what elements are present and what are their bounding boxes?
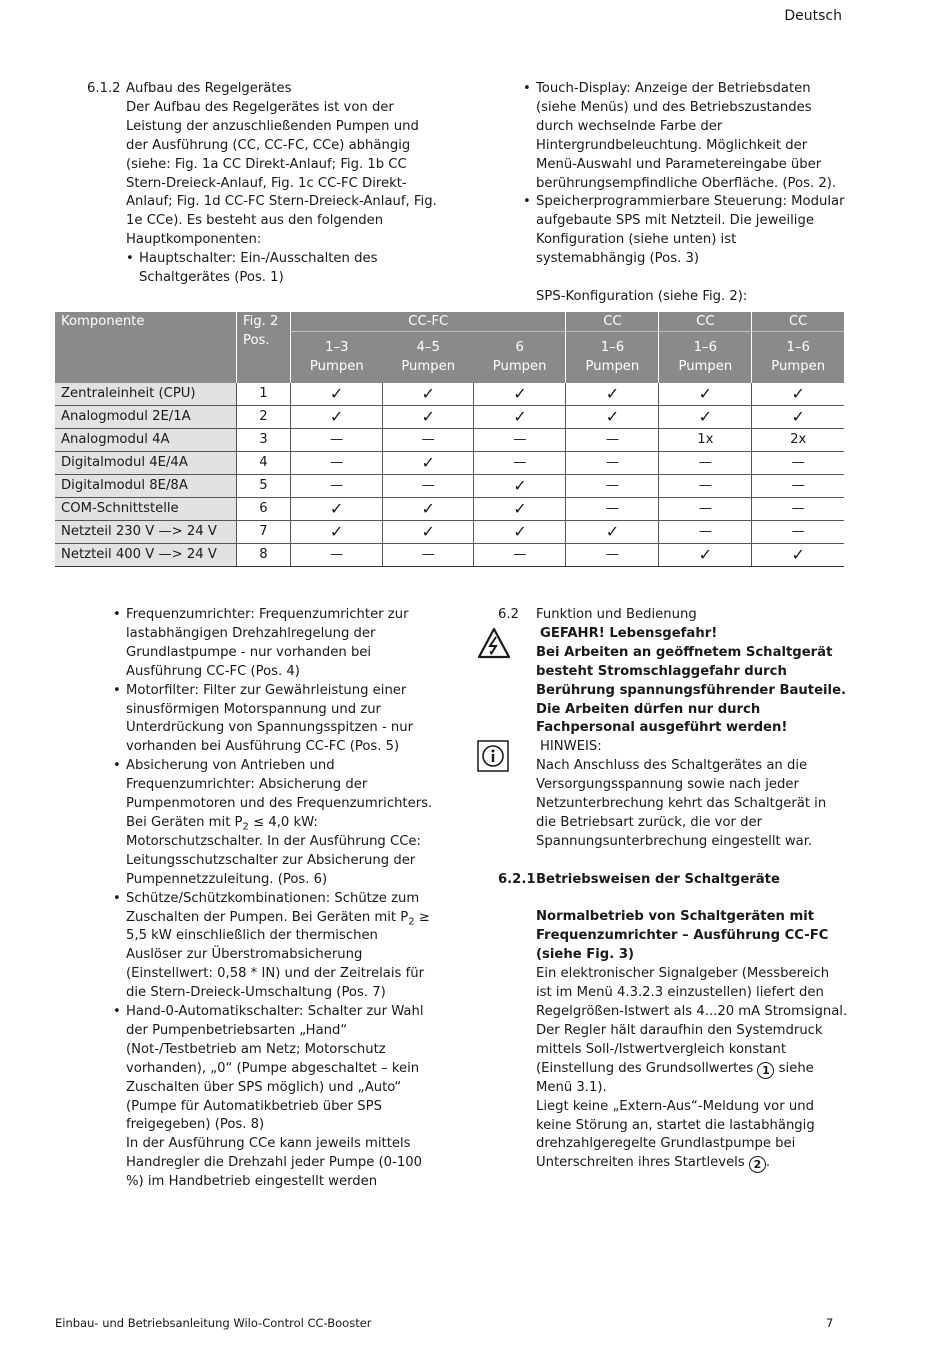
table-row (55, 429, 844, 452)
language-label: Deutsch (784, 8, 842, 24)
table-cell: — (383, 544, 474, 567)
table-sub-header: 4–5 Pumpen (383, 332, 474, 384)
table-cell: — (566, 475, 659, 498)
section-title: Betriebsweisen der Schaltgeräte (536, 871, 780, 887)
table-cell: ✓ (383, 452, 474, 475)
table-row (55, 521, 844, 544)
warning-text: Bei Arbeiten an geöffnetem Schaltgerät besteht Stromschlaggefahr durch Berührung spannungsführender Bauteile. (536, 644, 847, 698)
table-cell: ✓ (752, 406, 844, 429)
bottom-left-column (113, 606, 435, 1192)
table-cell: — (566, 429, 659, 452)
marker-2: 2 (749, 1156, 766, 1173)
table-cell: ✓ (566, 406, 659, 429)
table-cell: — (566, 498, 659, 521)
table-sub-header: 1–6 Pumpen (566, 332, 659, 384)
table-cell: — (659, 475, 752, 498)
section-number: 6.2.1 (498, 871, 536, 887)
table-cell: — (659, 498, 752, 521)
table-cell: — (291, 475, 383, 498)
footer-title: Einbau- und Betriebsanleitung Wilo-Control CC-Booster (55, 1316, 372, 1330)
top-right-column (523, 80, 846, 307)
bullet-sps: • Speicherprogrammierbare Steuerung: Modular aufgebaute SPS mit Netzteil. Die jeweilige Konfiguration (siehe unten) ist systemabhängig (Pos. 3) (523, 193, 846, 269)
component-pos: 6 (237, 498, 291, 521)
table-cell: ✓ (383, 406, 474, 429)
table-row (55, 452, 844, 475)
table-row (55, 475, 844, 498)
table-header-component: Komponente (55, 312, 237, 383)
table-cell: — (752, 521, 844, 544)
component-name: Digitalmodul 8E/8A (55, 475, 237, 498)
table-sub-header: 1–6 Pumpen (752, 332, 844, 384)
table-header-pos: Fig. 2 Pos. (237, 312, 291, 383)
bullet-contactors: • Schütze/Schützkombinationen: Schütze zum Zuschalten der Pumpen. Bei Geräten mit $P_2 \ge 5,5$ kW einschließlich der thermischen Auslöser zur Überstromabsicherung (Einstellwert: 0,58 * IN) und der Zeitrelais für die Stern-Dreieck-Umschaltung (Pos. 7) (113, 890, 435, 1003)
table-cell: — (566, 544, 659, 567)
table-cell: — (291, 544, 383, 567)
bullet-touch-display: • Touch-Display: Anzeige der Betriebsdaten (siehe Menüs) und des Betriebszustandes durch wechselnde Farbe der Hintergrundbeleuchtung. Möglichkeit der Menü-Auswahl und Parametereingabe über berührungsempfindliche Oberfläche. (Pos. 2). (523, 80, 846, 193)
table-sub-header: 6 Pumpen (474, 332, 566, 384)
table-group-ccfc: CC-FC (291, 312, 566, 332)
table-cell: ✓ (291, 406, 383, 429)
component-pos: 4 (237, 452, 291, 475)
paragraph-start: Liegt keine „Extern-Aus“-Meldung vor und keine Störung an, startet die lastabhängig drehzahlgeregelte Grundlastpumpe bei Unterschreiten ihres Startlevels 2 . (536, 1098, 815, 1172)
table-cell: — (752, 475, 844, 498)
marker-1: 1 (757, 1062, 774, 1079)
bottom-right-column (498, 606, 848, 1173)
cce-note: In der Ausführung CCe kann jeweils mittels Handregler die Drehzahl jeder Pumpe (0-100 %) im Handbetrieb eingestellt werden (126, 1136, 422, 1190)
table-sub-header: 1–6 Pumpen (659, 332, 752, 384)
component-pos: 2 (237, 406, 291, 429)
table-cell: ✓ (474, 406, 566, 429)
bullet-frequency-converter: • Frequenzumrichter: Frequenzumrichter zur lastabhängigen Drehzahlregelung der Grundlastpumpe - nur vorhanden bei Ausführung CC-FC (Pos. 4) (113, 606, 435, 682)
table-sub-header: 1–3 Pumpen (291, 332, 383, 384)
table-cell: 2x (752, 429, 844, 452)
table-cell: ✓ (291, 383, 383, 406)
table-cell: ✓ (659, 406, 752, 429)
section-body: Der Aufbau des Regelgerätes ist von der Leistung der anzuschließenden Pumpen und der Ausführung (CC, CC-FC, CCe) abhängig (siehe: Fig. 1a CC Direkt-Anlauf; Fig. 1b CC Stern-Dreieck-Anlauf, Fig. 1c CC-FC Direkt-Anlauf; Fig. 1d CC-FC Stern-Dreieck-Anlauf, Fig. 1e CCe). Es besteht aus den folgenden Hauptkomponenten: (126, 99, 437, 248)
table-row (55, 383, 844, 406)
bullet-hand-auto-switch: • Hand-0-Automatikschalter: Schalter zur Wahl der Pumpenbetriebsarten „Hand“ (Not-/Testbetrieb am Netz; Motorschutz vorhanden), „0“ (Pumpe abgeschaltet – kein Zuschalten über SPS möglich) und „Auto“ (Pumpe für Automatikbetrieb über SPS freigegeben) (Pos. 8) (113, 1003, 435, 1135)
table-cell: ✓ (659, 383, 752, 406)
table-cell: — (291, 452, 383, 475)
table-cell: — (752, 452, 844, 475)
table-cell: ✓ (474, 521, 566, 544)
table-cell: ✓ (291, 521, 383, 544)
table-row (55, 406, 844, 429)
table-cell: 1x (659, 429, 752, 452)
table-group-cc-2: CC (659, 312, 752, 332)
table-cell: ✓ (383, 383, 474, 406)
table-cell: ✓ (474, 383, 566, 406)
warning-title: GEFAHR! Lebensgefahr! (540, 625, 718, 641)
table-cell: — (566, 452, 659, 475)
table-cell: — (659, 452, 752, 475)
component-name: Netzteil 230 V —> 24 V (55, 521, 237, 544)
section-title: Funktion und Bedienung (536, 607, 697, 622)
sps-config-label: SPS-Konfiguration (siehe Fig. 2): (536, 288, 748, 304)
section-number: 6.1.2 (87, 81, 121, 96)
component-pos: 3 (237, 429, 291, 452)
table-cell: ✓ (291, 498, 383, 521)
page-number: 7 (826, 1316, 834, 1330)
table-cell: ✓ (566, 383, 659, 406)
table-row (55, 498, 844, 521)
bullet-main-switch: • Hauptschalter: Ein-/Ausschalten des Schaltgerätes (Pos. 1) (126, 250, 437, 288)
table-cell: — (659, 521, 752, 544)
component-name: COM-Schnittstelle (55, 498, 237, 521)
component-name: Digitalmodul 4E/4A (55, 452, 237, 475)
table-group-cc-1: CC (566, 312, 659, 332)
component-name: Netzteil 400 V —> 24 V (55, 544, 237, 567)
sps-configuration-table (55, 312, 844, 567)
component-name: Analogmodul 4A (55, 429, 237, 452)
table-cell: — (474, 452, 566, 475)
component-pos: 1 (237, 383, 291, 406)
note-text: Nach Anschluss des Schaltgerätes an die Versorgungsspannung sowie nach jeder Netzunterbrechung kehrt das Schaltgerät in die Betriebsart zurück, die vor der Spannungsunterbrechung eingestellt war. (536, 758, 827, 849)
table-group-cc-3: CC (752, 312, 844, 332)
warning-text-2: Die Arbeiten dürfen nur durch Fachpersonal ausgeführt werden! (536, 701, 788, 736)
component-pos: 7 (237, 521, 291, 544)
component-name: Analogmodul 2E/1A (55, 406, 237, 429)
table-cell: — (383, 475, 474, 498)
table-cell: — (383, 429, 474, 452)
table-cell: — (474, 544, 566, 567)
section-6-1-2 (87, 80, 437, 288)
bullet-protection: • Absicherung von Antrieben und Frequenzumrichter: Absicherung der Pumpenmotoren und des Frequenzumrichters. Bei Geräten mit $P_2 \le 4,0$ kW: Motorschutzschalter. In der Ausführung CCe: Leitungsschutzschalter zur Absicherung der Pumpennetzzuleitung. (Pos. 6) (113, 757, 435, 889)
component-name: Zentraleinheit (CPU) (55, 383, 237, 406)
section-number: 6.2 (498, 607, 519, 622)
table-cell: ✓ (383, 498, 474, 521)
component-pos: 5 (237, 475, 291, 498)
note-title: HINWEIS: (540, 739, 602, 755)
table-cell: ✓ (383, 521, 474, 544)
table-cell: — (474, 429, 566, 452)
table-cell: — (752, 498, 844, 521)
table-cell: ✓ (474, 475, 566, 498)
table-cell: ✓ (752, 383, 844, 406)
table-cell: ✓ (474, 498, 566, 521)
table-cell: — (291, 429, 383, 452)
paragraph-signal: Ein elektronischer Signalgeber (Messbereich ist im Menü 4.3.2.3 einzustellen) liefert den Regelgrößen-Istwert als 4...20 mA Stromsignal. Der Regler hält daraufhin den Systemdruck mittels Soll-/Istwertvergleich konstant (Einstellung des Grundsollwertes 1 siehe Menü 3.1). (536, 966, 848, 1095)
component-pos: 8 (237, 544, 291, 567)
table-cell: ✓ (752, 544, 844, 567)
subsection-title: Normalbetrieb von Schaltgeräten mit Frequenzumrichter – Ausführung CC-FC (siehe Fig. 3) (536, 909, 829, 963)
section-title: Aufbau des Regelgerätes (126, 81, 292, 96)
table-row (55, 544, 844, 567)
bullet-motor-filter: • Motorfilter: Filter zur Gewährleistung einer sinusförmigen Motorspannung und zur Unterdrückung von Spannungsspitzen - nur vorhanden bei Ausführung CC-FC (Pos. 5) (113, 682, 435, 758)
table-cell: ✓ (566, 521, 659, 544)
table-cell: ✓ (659, 544, 752, 567)
